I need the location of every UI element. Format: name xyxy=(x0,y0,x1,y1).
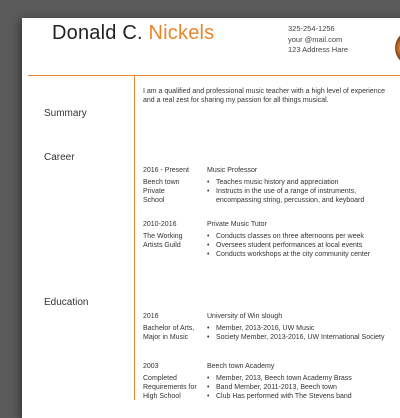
career-entry-2-right xyxy=(207,220,392,259)
last-name: Nickels xyxy=(148,22,215,44)
list-item: • Conducts classes on three afternoons per week xyxy=(207,232,392,241)
education-entry-1-left xyxy=(143,312,207,342)
contact-phone: 325-254-1256 xyxy=(288,24,335,33)
contact-email: your @mail.com xyxy=(288,34,343,44)
summary-text: I am a qualified and professional music teacher with a high level of experience and a real zest for sharing my passion for all things musical. xyxy=(143,88,386,105)
contact-address: 123 Address Hare xyxy=(288,45,349,54)
career-heading: Career xyxy=(44,152,75,163)
list-item: • Band Member, 2011-2013, Beech town xyxy=(207,383,392,392)
education-entry-1-place: Bachelor of Arts, Major in Music xyxy=(143,325,195,341)
education-entry-1-right xyxy=(207,312,392,342)
career-entry-1-role: Music Professor xyxy=(207,167,258,174)
career-entry-2-date: 2010-2016 xyxy=(143,221,177,228)
contact-block xyxy=(288,24,348,56)
summary-heading: Summary xyxy=(44,108,87,119)
education-entry-2-date: 2003 xyxy=(143,363,159,370)
list-item: • Society Member, 2013-2016, UW International Society xyxy=(207,333,392,342)
list-item: • Member, 2013-2016, UW Music xyxy=(207,324,392,333)
candidate-name xyxy=(52,22,214,45)
career-entry-1-bullets xyxy=(207,178,392,205)
career-entry-1-left xyxy=(143,166,207,205)
career-entry-2-left xyxy=(143,220,207,250)
first-name: Donald C. xyxy=(52,22,143,44)
header-divider xyxy=(28,75,400,76)
resume-page xyxy=(22,18,400,418)
list-item: • Member, 2013, Beech town Academy Brass xyxy=(207,374,392,383)
list-item: • Oversees student performances at local events xyxy=(207,241,392,250)
career-entry-1-place: Beech town Private School xyxy=(143,179,180,204)
list-item: • Club Has performed with The Stevens band xyxy=(207,392,392,401)
education-heading: Education xyxy=(44,297,89,308)
list-item: • Instructs in the use of a range of instruments, encompassing string, percussion, and keyboard xyxy=(207,187,392,205)
education-entry-2-place: Completed Requirements for High School xyxy=(143,375,197,400)
education-entry-2-right xyxy=(207,362,392,401)
education-entry-2-bullets xyxy=(207,374,392,401)
education-entry-1-date: 2016 xyxy=(143,313,159,320)
career-entry-1-right xyxy=(207,166,392,205)
education-entry-2-left xyxy=(143,362,207,401)
education-entry-1-school: University of Win slough xyxy=(207,313,283,320)
list-item: • Teaches music history and appreciation xyxy=(207,178,392,187)
education-entry-1-bullets xyxy=(207,324,392,342)
education-entry-2-school: Beech town Academy xyxy=(207,363,275,370)
column-divider xyxy=(134,75,135,400)
career-entry-1-date: 2016 - Present xyxy=(143,167,189,174)
career-entry-2-bullets xyxy=(207,232,392,259)
career-entry-2-role: Private Music Tutor xyxy=(207,221,267,228)
career-entry-2-place: The Working Artists Guild xyxy=(143,233,183,249)
list-item: • Conducts workshops at the city community center xyxy=(207,250,392,259)
